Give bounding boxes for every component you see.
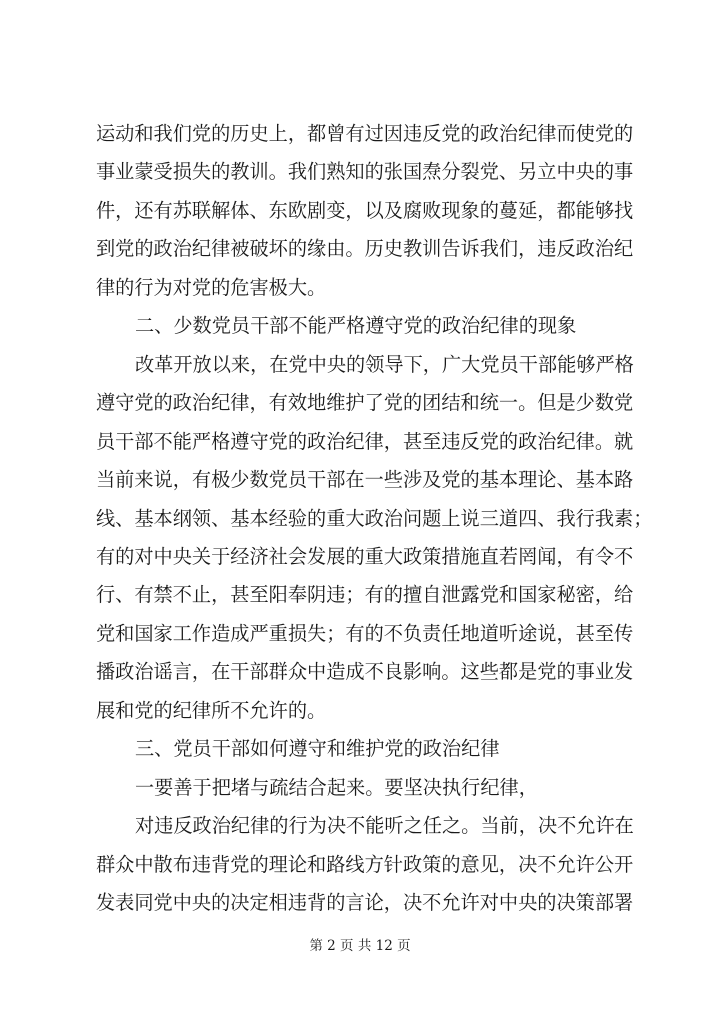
paragraph-line: 行、有禁不止，甚至阳奉阴违；有的擅自泄露党和国家秘密，给 — [96, 583, 634, 607]
paragraph-line: 展和党的纪律所不允许的。 — [96, 698, 327, 722]
paragraph-line: 员干部不能严格遵守党的政治纪律，甚至违反党的政治纪律。就 — [96, 429, 634, 453]
section-heading-2: 二、少数党员干部不能严格遵守党的政治纪律的现象 — [135, 314, 577, 338]
paragraph-line: 对违反政治纪律的行为决不能听之任之。当前，决不允许在 — [135, 814, 634, 838]
paragraph-line: 一要善于把堵与疏结合起来。要坚决执行纪律， — [135, 775, 538, 799]
paragraph-line: 件，还有苏联解体、东欧剧变，以及腐败现象的蔓延，都能够找 — [96, 198, 634, 222]
section-heading-3: 三、党员干部如何遵守和维护党的政治纪律 — [135, 737, 500, 761]
paragraph-line: 到党的政治纪律被破坏的缘由。历史教训告诉我们，违反政治纪 — [96, 237, 634, 261]
paragraph-line: 事业蒙受损失的教训。我们熟知的张国焘分裂党、另立中央的事 — [96, 160, 634, 184]
paragraph-line: 有的对中央关于经济社会发展的重大政策措施直若罔闻，有令不 — [96, 544, 634, 568]
paragraph-line: 改革开放以来，在党中央的领导下，广大党员干部能够严格 — [135, 352, 634, 376]
paragraph-line: 群众中散布违背党的理论和路线方针政策的意见，决不允许公开 — [96, 852, 634, 876]
paragraph-line: 党和国家工作造成严重损失；有的不负责任地道听途说，甚至传 — [96, 621, 634, 645]
paragraph-line: 律的行为对党的危害极大。 — [96, 275, 327, 299]
paragraph-line: 播政治谣言，在干部群众中造成不良影响。这些都是党的事业发 — [96, 660, 634, 684]
paragraph-line: 运动和我们党的历史上，都曾有过因违反党的政治纪律而使党的 — [96, 122, 634, 145]
paragraph-line: 当前来说，有极少数党员干部在一些涉及党的基本理论、基本路 — [96, 468, 634, 492]
page-number-footer: 第 2 页 共 12 页 — [309, 938, 411, 954]
paragraph-line: 遵守党的政治纪律，有效地维护了党的团结和统一。但是少数党 — [96, 391, 634, 415]
paragraph-line: 发表同党中央的决定相违背的言论，决不允许对中央的决策部署 — [96, 891, 634, 914]
paragraph-line: 线、基本纲领、基本经验的重大政治问题上说三道四、我行我素； — [96, 506, 653, 530]
